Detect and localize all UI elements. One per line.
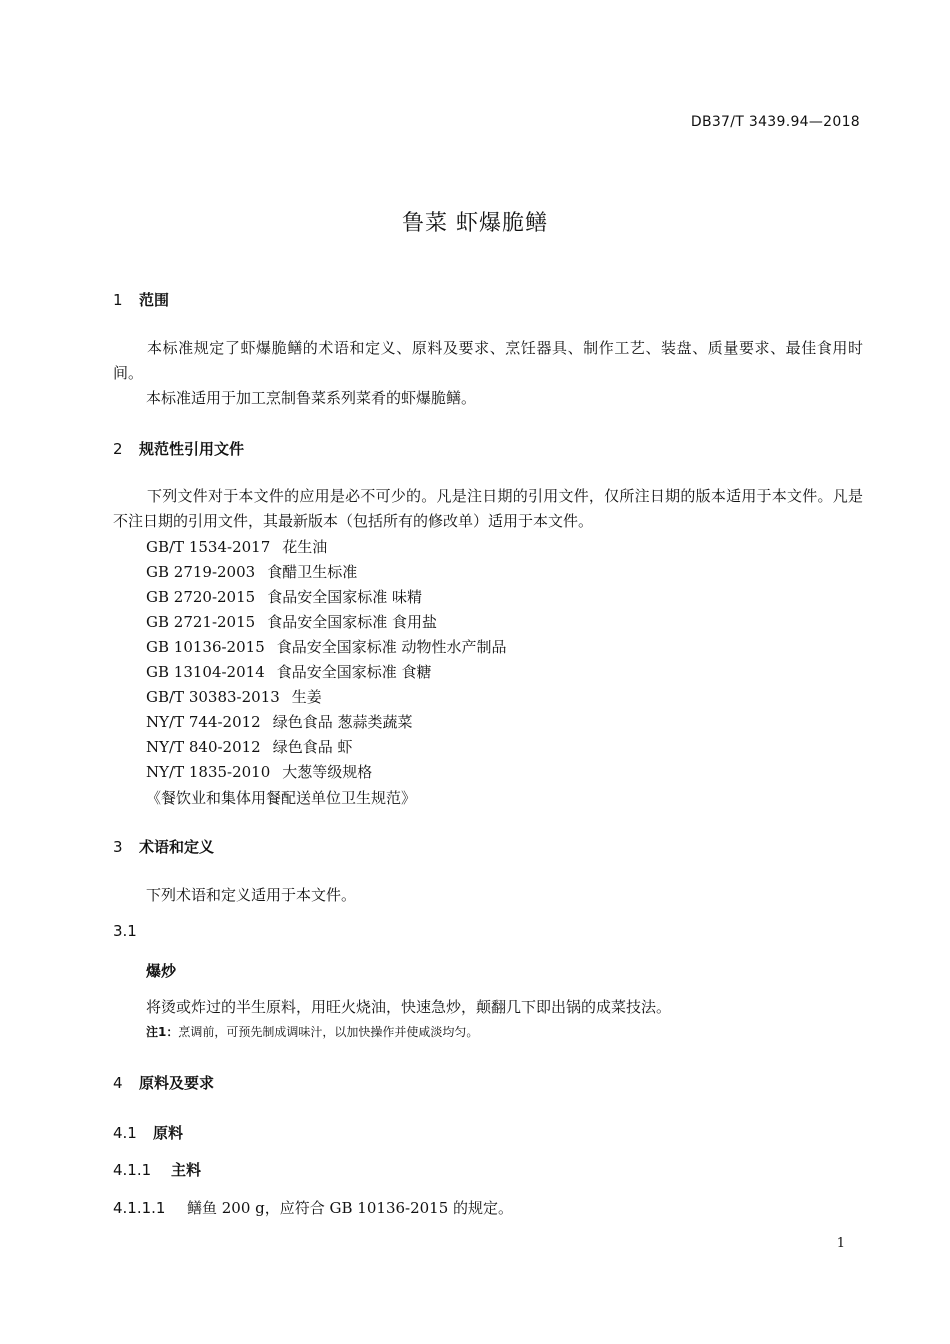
note-label: 注1： bbox=[146, 1025, 179, 1039]
subsection-4-1-heading bbox=[113, 1122, 183, 1143]
section-4-heading bbox=[113, 1072, 214, 1093]
section-1-paragraph-2: 本标准适用于加工烹制鲁菜系列菜肴的虾爆脆鳝。 bbox=[146, 389, 477, 407]
reference-name: 绿色食品 虾 bbox=[272, 738, 353, 756]
section-2-heading bbox=[113, 438, 244, 459]
reference-item bbox=[146, 586, 422, 607]
section-1-paragraph-1: 本标准规定了虾爆脆鳝的术语和定义、原料及要求、烹饪器具、制作工艺、装盘、质量要求、最佳食用时间。 bbox=[113, 339, 863, 382]
reference-item bbox=[146, 636, 507, 657]
subsection-3-1-number: 3.1 bbox=[113, 922, 137, 940]
page-number: 1 bbox=[836, 1236, 845, 1251]
reference-name: 花生油 bbox=[282, 538, 328, 556]
page-title: 鲁菜 虾爆脆鳝 bbox=[402, 211, 548, 236]
reference-code: GB 10136-2015 bbox=[146, 638, 265, 656]
term-note bbox=[146, 1023, 478, 1040]
reference-code: GB/T 1534-2017 bbox=[146, 538, 271, 556]
section-number: 3 bbox=[113, 838, 123, 856]
subsection-number: 4.1.1 bbox=[113, 1161, 152, 1179]
reference-name: 食品安全国家标准 食糖 bbox=[276, 663, 432, 681]
reference-name: 食品安全国家标准 味精 bbox=[267, 588, 422, 606]
reference-item bbox=[146, 536, 327, 557]
reference-code: GB 2720-2015 bbox=[146, 588, 256, 606]
reference-name: 食醋卫生标准 bbox=[267, 563, 358, 581]
subsection-4-1-1-heading bbox=[113, 1159, 201, 1180]
reference-item bbox=[146, 561, 357, 582]
section-1-heading bbox=[113, 289, 169, 310]
clause-4-1-1-1 bbox=[113, 1196, 513, 1221]
reference-name: 食品安全国家标准 食用盐 bbox=[267, 613, 437, 631]
section-3-intro: 下列术语和定义适用于本文件。 bbox=[146, 886, 357, 904]
reference-code: NY/T 1835-2010 bbox=[146, 763, 271, 781]
subsection-title: 原料 bbox=[153, 1124, 184, 1142]
reference-code: GB/T 30383-2013 bbox=[146, 688, 280, 706]
reference-name: 大葱等级规格 bbox=[282, 763, 373, 781]
section-2-intro: 下列文件对于本文件的应用是必不可少的。凡是注日期的引用文件，仅所注日期的版本适用于本文件。凡是不注日期的引用文件，其最新版本（包括所有的修改单）适用于本文件。 bbox=[113, 487, 863, 530]
reference-name: 食品安全国家标准 动物性水产制品 bbox=[276, 638, 507, 656]
clause-number: 4.1.1.1 bbox=[113, 1199, 166, 1217]
clause-text: 鳝鱼 200 g，应符合 GB 10136-2015 的规定。 bbox=[187, 1199, 514, 1217]
section-title: 范围 bbox=[139, 291, 170, 309]
reference-item bbox=[146, 611, 437, 632]
document-code: DB37/T 3439.94—2018 bbox=[690, 114, 860, 130]
reference-item bbox=[146, 661, 432, 682]
reference-code: NY/T 840-2012 bbox=[146, 738, 261, 756]
reference-item bbox=[146, 761, 372, 782]
section-title: 规范性引用文件 bbox=[139, 440, 245, 458]
section-title: 术语和定义 bbox=[139, 838, 215, 856]
reference-name: 生姜 bbox=[291, 688, 322, 706]
reference-code: GB 2719-2003 bbox=[146, 563, 256, 581]
section-number: 1 bbox=[113, 291, 123, 309]
reference-code: NY/T 744-2012 bbox=[146, 713, 261, 731]
subsection-title: 主料 bbox=[171, 1161, 202, 1179]
reference-item bbox=[146, 711, 413, 732]
reference-name: 绿色食品 葱蒜类蔬菜 bbox=[272, 713, 413, 731]
note-text: 烹调前，可预先制成调味汁，以加快操作并使咸淡均匀。 bbox=[178, 1025, 479, 1039]
term-definition: 将烫或炸过的半生原料，用旺火烧油，快速急炒，颠翻几下即出锅的成菜技法。 bbox=[146, 998, 672, 1016]
section-title: 原料及要求 bbox=[139, 1074, 215, 1092]
section-3-heading bbox=[113, 836, 214, 857]
reference-code: GB 13104-2014 bbox=[146, 663, 265, 681]
subsection-number: 4.1 bbox=[113, 1124, 137, 1142]
reference-item bbox=[146, 736, 353, 757]
term-name: 爆炒 bbox=[146, 962, 177, 980]
reference-code: GB 2721-2015 bbox=[146, 613, 256, 631]
section-number: 4 bbox=[113, 1074, 123, 1092]
reference-item bbox=[146, 686, 322, 707]
reference-extra: 《餐饮业和集体用餐配送单位卫生规范》 bbox=[146, 789, 417, 807]
section-number: 2 bbox=[113, 440, 123, 458]
